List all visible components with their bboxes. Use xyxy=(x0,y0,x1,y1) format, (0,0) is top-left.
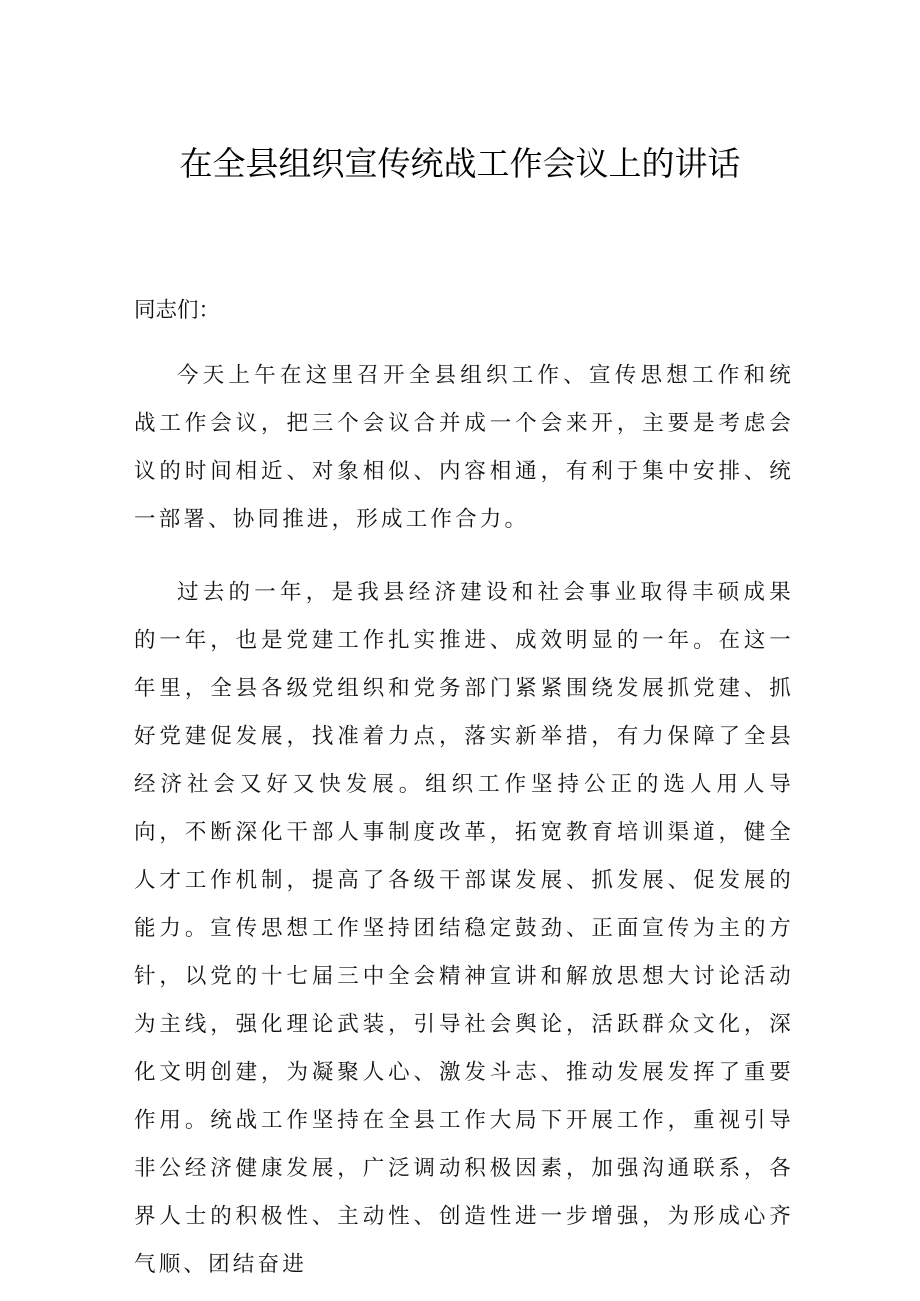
document-title: 在全县组织宣传统战工作会议上的讲话 xyxy=(179,144,741,183)
paragraph-1: 今天上午在这里召开全县组织工作、宣传思想工作和统战工作会议，把三个会议合并成一个会来开，主要是考虑会议的时间相近、对象相似、内容相通，有利于集中安排、统一部署、协同推进，形成工作合力。 xyxy=(134,363,794,532)
paragraph-2: 过去的一年，是我县经济建设和社会事业取得丰硕成果的一年，也是党建工作扎实推进、成效明显的一年。在这一年里，全县各级党组织和党务部门紧紧围绕发展抓党建、抓好党建促发展，找准着力点，落实新举措，有力保障了全县经济社会又好又快发展。组织工作坚持公正的选人用人导向，不断深化干部人事制度改革，拓宽教育培训渠道，健全人才工作机制，提高了各级干部谋发展、抓发展、促发展的能力。宣传思想工作坚持团结稳定鼓劲、正面宣传为主的方针，以党的十七届三中全会精神宣讲和解放思想大讨论活动为主线，强化理论武装，引导社会舆论，活跃群众文化，深化文明创建，为凝聚人心、激发斗志、推动发展发挥了重要作用。统战工作坚持在全县工作大局下开展工作，重视引导非公经济健康发展，广泛调动积极因素，加强沟通联系，各界人士的积极性、主动性、创造性进一步增强，为形成心齐气顺、团结奋进 xyxy=(134,580,794,1277)
salutation: 同志们： xyxy=(134,298,221,323)
